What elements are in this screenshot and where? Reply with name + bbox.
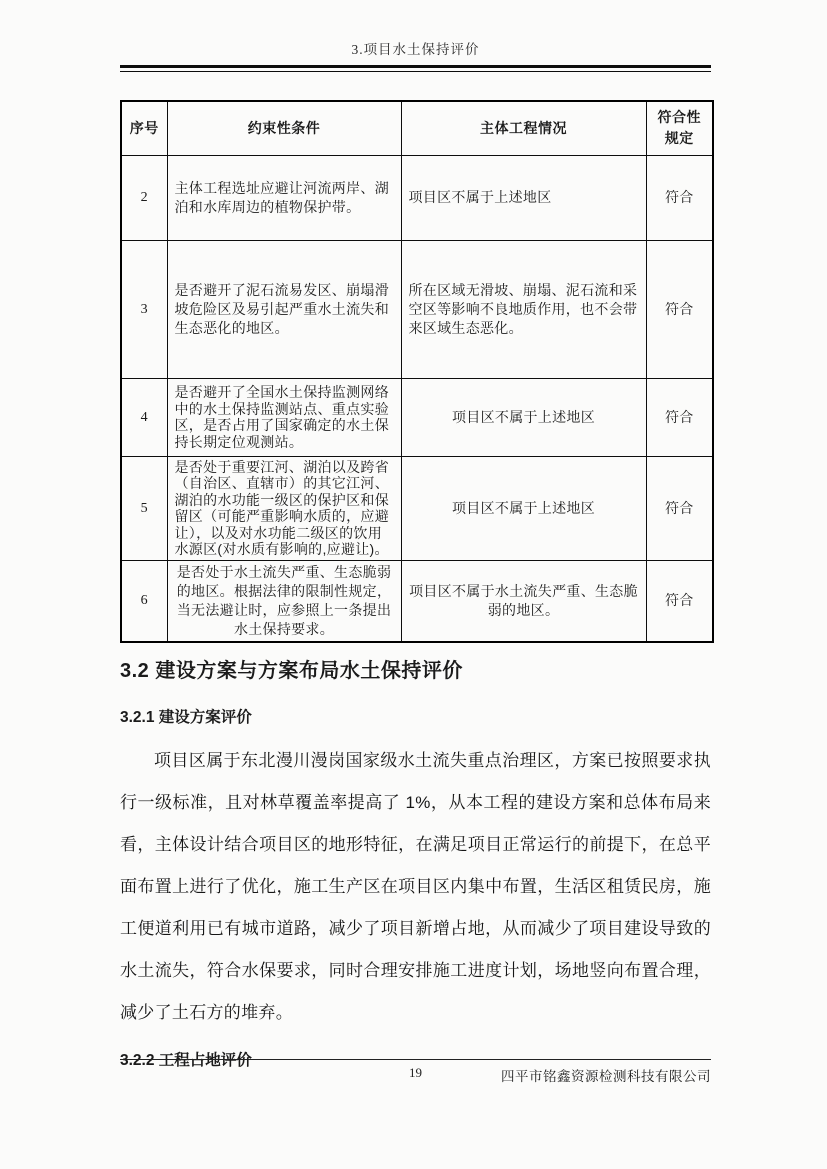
table-row xyxy=(121,240,713,378)
situation-cell: 项目区不属于上述地区 xyxy=(401,456,646,560)
row-no: 3 xyxy=(121,240,167,378)
situation-cell: 项目区不属于水土流失严重、生态脆弱的地区。 xyxy=(401,560,646,642)
table-header-row xyxy=(121,101,713,155)
constraint-cell: 是否处于水土流失严重、生态脆弱的地区。根据法律的限制性规定，当无法避让时，应参照上一条提出水土保持要求。 xyxy=(167,560,401,642)
col-header-no: 序号 xyxy=(121,101,167,155)
situation-cell: 项目区不属于上述地区 xyxy=(401,155,646,240)
page-content xyxy=(120,0,711,1070)
constraint-cell: 主体工程选址应避让河流两岸、湖泊和水库周边的植物保护带。 xyxy=(167,155,401,240)
compliance-cell: 符合 xyxy=(646,155,713,240)
constraint-cell: 是否避开了全国水土保持监测网络中的水土保持监测站点、重点实验区，是否占用了国家确定的水土保持长期定位观测站。 xyxy=(167,378,401,456)
row-no: 6 xyxy=(121,560,167,642)
table-row xyxy=(121,378,713,456)
page-number: 19 xyxy=(409,1065,422,1080)
col-header-situation: 主体工程情况 xyxy=(401,101,646,155)
section-heading-3-2: 3.2 建设方案与方案布局水土保持评价 xyxy=(120,659,463,682)
footer-company-name: 四平市铭鑫资源检测科技有限公司 xyxy=(501,1069,711,1084)
compliance-cell: 符合 xyxy=(646,456,713,560)
table-row xyxy=(121,456,713,560)
row-no: 4 xyxy=(121,378,167,456)
situation-cell: 项目区不属于上述地区 xyxy=(401,378,646,456)
col-header-compliance: 符合性规定 xyxy=(646,101,713,155)
table-row xyxy=(121,155,713,240)
col-header-constraint: 约束性条件 xyxy=(167,101,401,155)
row-no: 5 xyxy=(121,456,167,560)
compliance-cell: 符合 xyxy=(646,560,713,642)
header-divider-rule xyxy=(120,65,711,72)
constraint-cell: 是否避开了泥石流易发区、崩塌滑坡危险区及易引起严重水土流失和生态恶化的地区。 xyxy=(167,240,401,378)
table-row xyxy=(121,560,713,642)
compliance-table xyxy=(120,100,714,643)
header-title: 3.项目水土保持评价 xyxy=(351,42,480,57)
row-no: 2 xyxy=(121,155,167,240)
compliance-cell: 符合 xyxy=(646,240,713,378)
compliance-cell: 符合 xyxy=(646,378,713,456)
section-heading-3-2-2: 3.2.2 工程占地评价 xyxy=(120,1051,252,1069)
page-footer xyxy=(120,1059,711,1084)
section-3-2-1-paragraph: 项目区属于东北漫川漫岗国家级水土流失重点治理区，方案已按照要求执行一级标准，且对林草覆盖率提高了 1%，从本工程的建设方案和总体布局来看，主体设计结合项目区的地形特征，在满足项目正常运行的前提下，在总平面布置上进行了优化，施工生产区在项目区内集中布置，生活区租赁民房，施工便道利用已有城市道路，减少了项目新增占地，从而减少了项目建设导致的水土流失，符合水保要求，同时合理安排施工进度计划，场地竖向布置合理，减少了土石方的堆弃。 xyxy=(120,750,711,1022)
section-heading-3-2-1: 3.2.1 建设方案评价 xyxy=(120,708,252,726)
situation-cell: 所在区域无滑坡、崩塌、泥石流和采空区等影响不良地质作用，也不会带来区域生态恶化。 xyxy=(401,240,646,378)
constraint-cell: 是否处于重要江河、湖泊以及跨省（自治区、直辖市）的其它江河、湖泊的水功能一级区的保护区和保留区（可能严重影响水质的，应避让），以及对水功能二级区的饮用水源区(对水质有影响的,应避让)。 xyxy=(167,456,401,560)
